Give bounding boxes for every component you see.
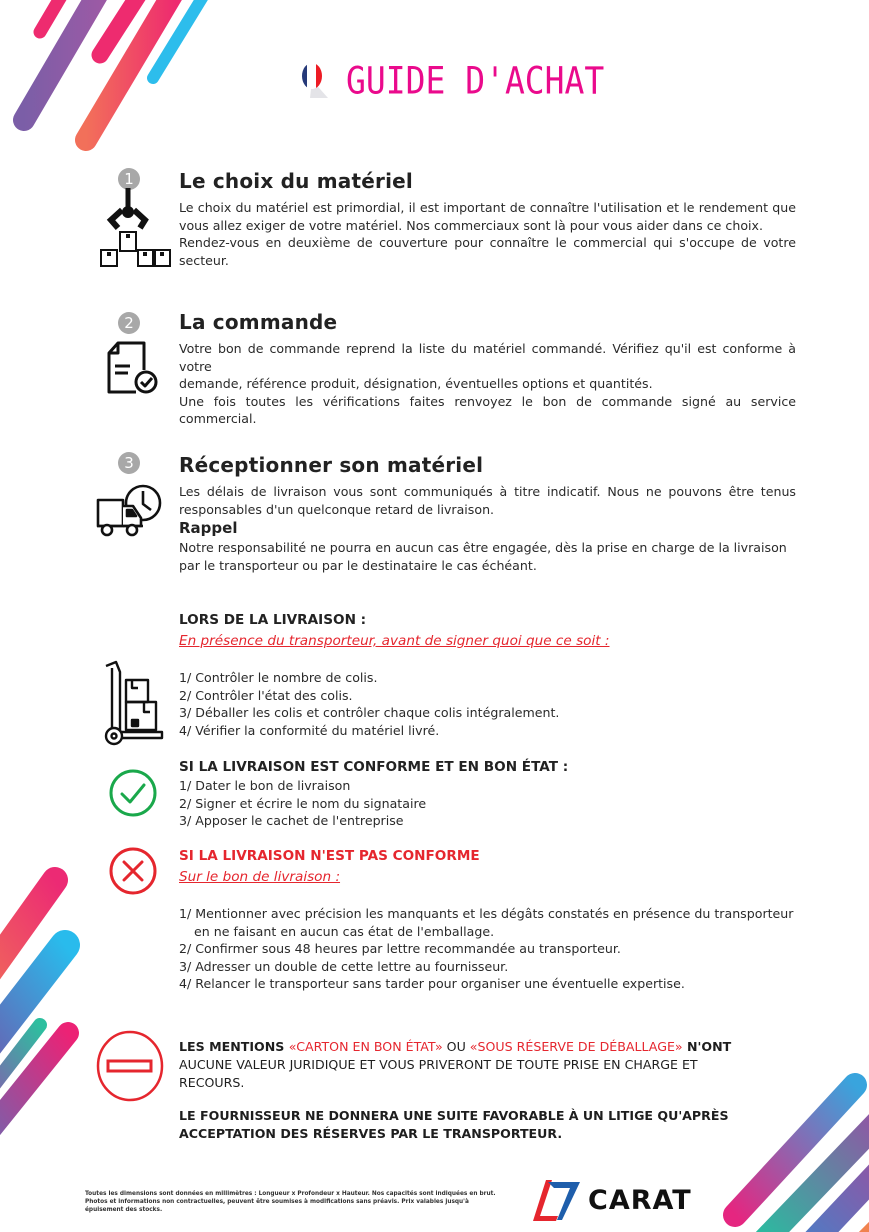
section-text-2: [179, 340, 796, 428]
list-item: 1/ Dater le bon de livraison: [179, 778, 351, 793]
robot-arm-boxes-icon: [98, 188, 178, 268]
text-line: vous allez exiger de votre matériel. Nos commerciaux sont là pour vous aider dans ce choix.: [179, 217, 763, 233]
text-line: responsables d'un quelconque retard de livraison.: [179, 501, 495, 517]
delivery-checklist: [179, 669, 559, 739]
warning-paragraph-2: [179, 1107, 779, 1143]
list-item: 1/ Mentionner avec précision les manquants et les dégâts constatés en présence du transporteur: [179, 906, 794, 921]
footer-disclaimer: [85, 1190, 525, 1215]
section-title-2: La commande: [179, 310, 338, 334]
reminder-title: Rappel: [179, 519, 238, 537]
step-badge-1: 1: [118, 168, 140, 190]
list-item: en ne faisant en aucun cas état de l'emballage.: [194, 923, 495, 939]
carat-logo-mark-icon: [532, 1178, 582, 1222]
text-line: Votre bon de commande reprend la liste du matériel commandé. Vérifiez qu'il est conforme à votre: [179, 341, 796, 374]
carat-logo: [532, 1178, 692, 1222]
section-text-1: [179, 199, 796, 269]
warning-line: AUCUNE VALEUR JURIDIQUE ET VOUS PRIVERONT DE TOUTE PRISE EN CHARGE ET: [179, 1056, 698, 1072]
conforme-checklist: [179, 777, 426, 830]
text-line: Notre responsabilité ne pourra en aucun cas être engagée, dès la prise en charge de la livraison: [179, 540, 787, 555]
warning-text: LES MENTIONS: [179, 1039, 289, 1054]
list-item: 3/ Apposer le cachet de l'entreprise: [179, 813, 404, 829]
section-title-1: Le choix du matériel: [179, 169, 413, 193]
delivery-heading: LORS DE LA LIVRAISON :: [179, 612, 367, 628]
warning-line: [179, 1038, 779, 1056]
text-line: Les délais de livraison vous sont communiqués à titre indicatif. Nous ne pouvons être tenus: [179, 484, 796, 499]
document-check-icon: [106, 340, 160, 396]
warning-line: LE FOURNISSEUR NE DONNERA UNE SUITE FAVORABLE À UN LITIGE QU'APRÈS: [179, 1108, 729, 1123]
footer-line: Toutes les dimensions sont données en millimètres : Longueur x Profondeur x Hauteur. Nos capacités sont indiquées en brut.: [85, 1191, 496, 1197]
text-line: Rendez-vous en deuxième de couverture pour connaître le commercial qui s'occupe de votre: [179, 235, 796, 251]
warning-line: RECOURS.: [179, 1074, 245, 1090]
check-circle-icon: [108, 768, 158, 818]
footer-line: épuisement des stocks.: [85, 1207, 163, 1214]
footer-line: Photos et informations non contractuelles, peuvent être soumises à modifications sans préavis. Prix valables jusqu'à: [85, 1199, 469, 1206]
warning-paragraph-1: [179, 1038, 779, 1091]
section-text-3: [179, 483, 796, 518]
warning-text: OU: [442, 1039, 470, 1054]
step-badge-2: 2: [118, 312, 140, 334]
france-flag-icon: [296, 62, 328, 98]
delivery-truck-clock-icon: [95, 484, 165, 540]
text-line: Le choix du matériel est primordial, il est important de connaître l'utilisation et le rendement que: [179, 200, 796, 215]
text-line: Une fois toutes les vérifications faites renvoyez le bon de commande signé au service commercial.: [179, 393, 796, 427]
text-line: demande, référence produit, désignation, éventuelles options et quantités.: [179, 376, 653, 392]
no-entry-icon: [95, 1030, 165, 1102]
carat-logo-text: CARAT: [588, 1184, 692, 1216]
list-item: 3/ Déballer les colis et contrôler chaque colis intégralement.: [179, 705, 560, 721]
section-title-3: Réceptionner son matériel: [179, 453, 484, 477]
reminder-text: [179, 539, 796, 574]
list-item: 2/ Contrôler l'état des colis.: [179, 687, 353, 703]
list-item: 4/ Relancer le transporteur sans tarder pour organiser une éventuelle expertise.: [179, 976, 685, 992]
step-badge-3: 3: [118, 452, 140, 474]
text-line: secteur.: [179, 252, 229, 268]
hand-truck-boxes-icon: [100, 660, 166, 748]
list-item: 4/ Vérifier la conformité du matériel livré.: [179, 722, 440, 738]
list-item: 2/ Signer et écrire le nom du signataire: [179, 795, 427, 811]
list-item: 3/ Adresser un double de cette lettre au fournisseur.: [179, 958, 509, 974]
non-conforme-checklist: [179, 905, 793, 993]
page-title: GUIDE D'ACHAT: [346, 58, 605, 102]
non-conforme-heading: SI LA LIVRAISON N'EST PAS CONFORME: [179, 848, 480, 864]
conforme-heading: SI LA LIVRAISON EST CONFORME ET EN BON ÉTAT :: [179, 759, 569, 775]
text-line: par le transporteur ou par le destinataire le cas échéant.: [179, 557, 537, 573]
x-circle-icon: [108, 846, 158, 896]
warning-text: N'ONT: [682, 1039, 732, 1054]
delivery-subheading: En présence du transporteur, avant de signer quoi que ce soit :: [179, 633, 610, 649]
list-item: 1/ Contrôler le nombre de colis.: [179, 670, 378, 685]
quote-carton: «CARTON EN BON ÉTAT»: [288, 1039, 443, 1054]
quote-reserve: «SOUS RÉSERVE DE DÉBALLAGE»: [469, 1039, 683, 1054]
page-header: [296, 60, 604, 100]
list-item: 2/ Confirmer sous 48 heures par lettre recommandée au transporteur.: [179, 941, 621, 957]
warning-line: ACCEPTATION DES RÉSERVES PAR LE TRANSPORTEUR.: [179, 1125, 563, 1141]
non-conforme-subheading: Sur le bon de livraison :: [179, 869, 341, 885]
